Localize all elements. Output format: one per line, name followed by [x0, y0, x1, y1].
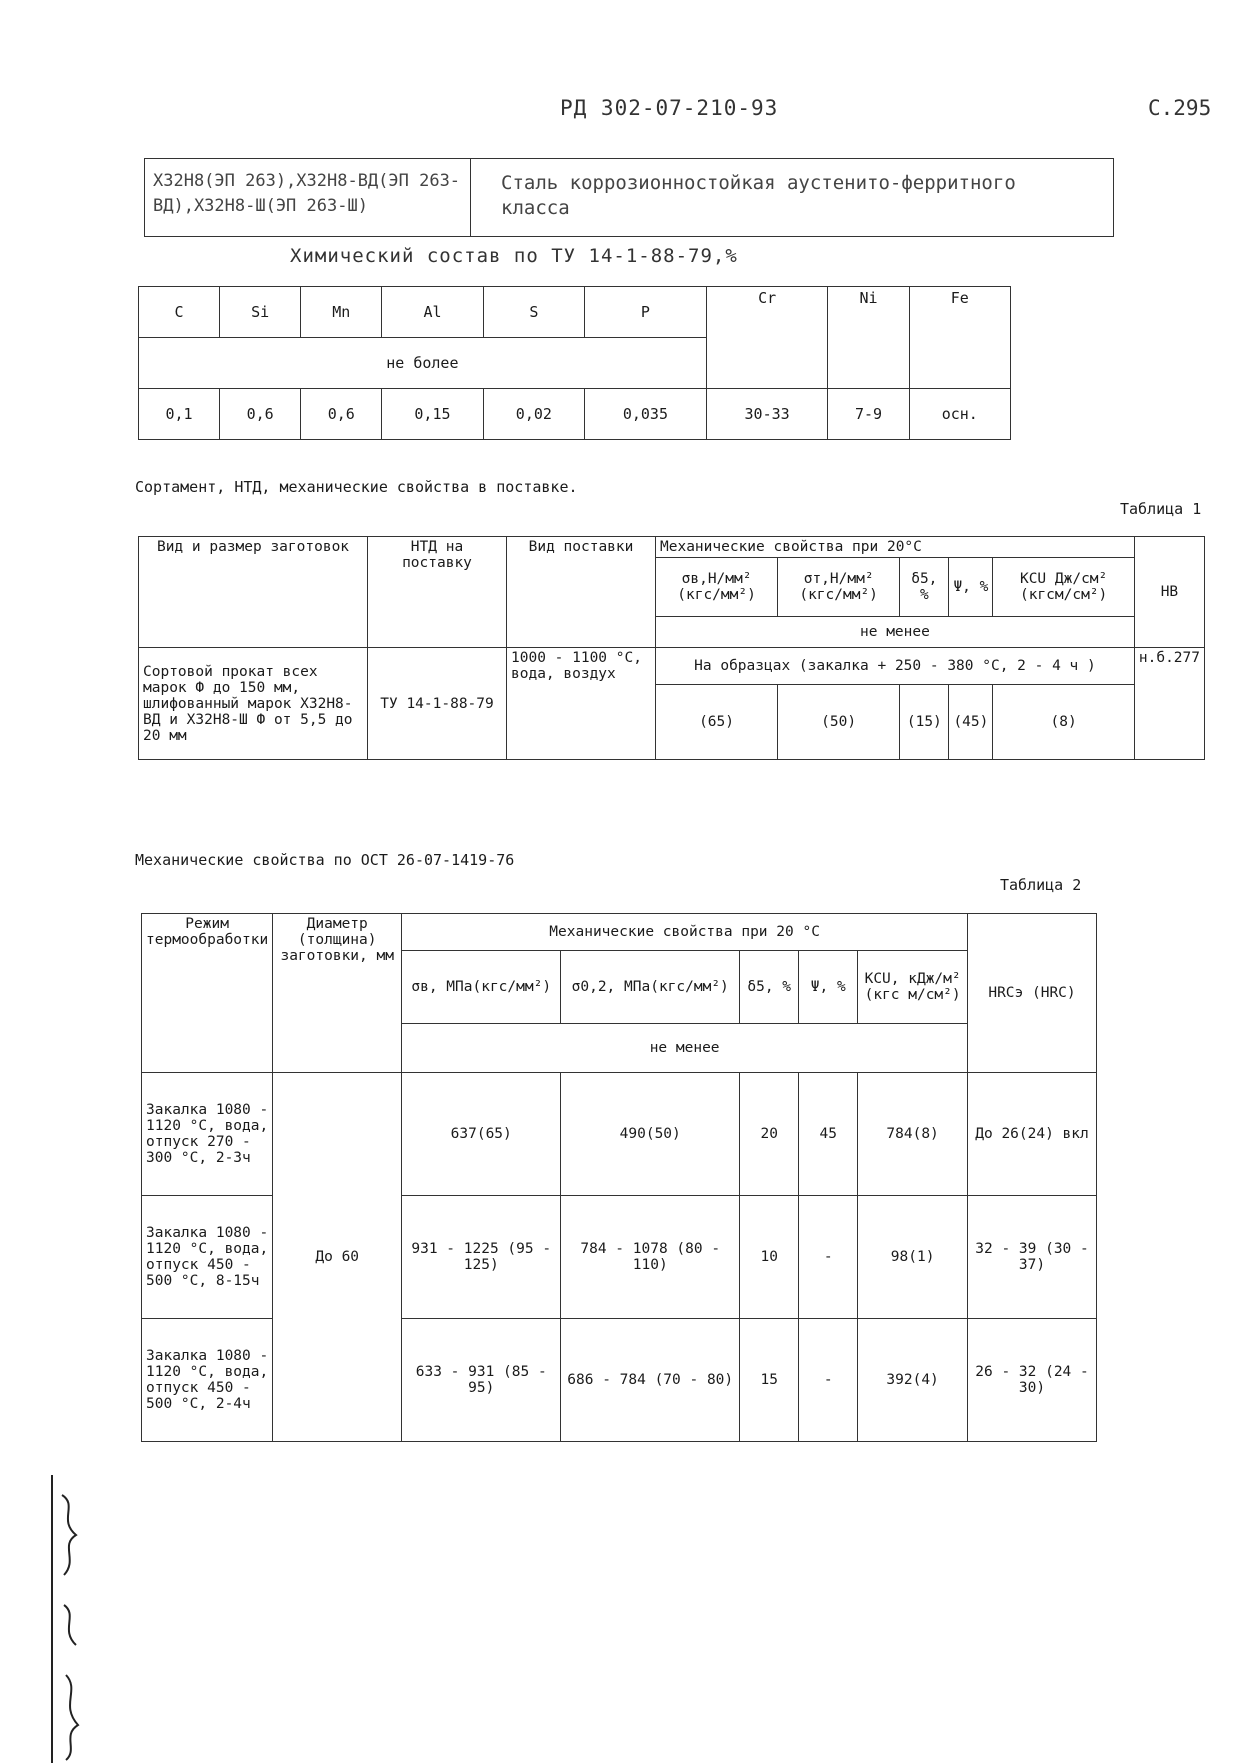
row-type: Сортовой прокат всех марок Ф до 150 мм, шлифованный марок Х32Н8-ВД и Х32Н8-Ш Ф от 5,5 до 20 мм — [139, 648, 368, 760]
element-value: 0,02 — [483, 389, 584, 440]
row-value: (45) — [949, 685, 993, 760]
row-hrc: 32 - 39 (30 - 37) — [968, 1196, 1097, 1319]
sub-header: Ψ, % — [799, 951, 858, 1024]
element-value: 0,6 — [301, 389, 382, 440]
page-number: С.295 — [1148, 96, 1212, 120]
header-hb: НВ — [1134, 537, 1204, 648]
row-value: 633 - 931 (85 - 95) — [402, 1319, 561, 1442]
element-header: P — [585, 287, 707, 338]
sub-header: KCU, кДж/м² (кгс м/см²) — [858, 951, 968, 1024]
header-ntd: НТД на поставку — [368, 537, 507, 648]
row-value: 392(4) — [858, 1319, 968, 1442]
row-value: (15) — [900, 685, 949, 760]
sub-header: σт,Н/мм² (кгс/мм²) — [778, 558, 900, 617]
document-code: РД 302-07-210-93 — [560, 96, 779, 120]
element-value: 30-33 — [706, 389, 828, 440]
table-row — [142, 914, 1097, 951]
header-supply: Вид поставки — [507, 537, 656, 648]
element-value: 7-9 — [828, 389, 909, 440]
not-more-label: не более — [139, 338, 707, 389]
chem-title: Химический состав по ТУ 14-1-88-79,% — [290, 245, 738, 267]
row-value: 15 — [740, 1319, 799, 1442]
not-less-label: не менее — [402, 1024, 968, 1073]
sub-header: Ψ, % — [949, 558, 993, 617]
header-hrc: HRCэ (HRC) — [968, 914, 1097, 1073]
row-value: 784(8) — [858, 1073, 968, 1196]
element-value: 0,15 — [382, 389, 483, 440]
element-value: 0,6 — [220, 389, 301, 440]
header-mech: Механические свойства при 20 °С — [402, 914, 968, 951]
row-value: (65) — [656, 685, 778, 760]
table-row — [142, 1073, 1097, 1196]
sub-header: KCU Дж/см² (кгсм/см²) — [993, 558, 1135, 617]
table1-caption: Сортамент, НТД, механические свойства в поставке. — [135, 478, 578, 496]
row-mode: Закалка 1080 - 1120 °С, вода, отпуск 450 - 500 °С, 8-15ч — [142, 1196, 273, 1319]
sub-header: δ5, % — [900, 558, 949, 617]
header-diameter: Диаметр (толщина) заготовки, мм — [273, 914, 402, 1073]
row-value: - — [799, 1196, 858, 1319]
row-hb: н.б.277 — [1134, 648, 1204, 760]
header-mode: Режим термообработки — [142, 914, 273, 1073]
chemical-composition-table — [138, 286, 1011, 440]
row-value: 931 - 1225 (95 - 125) — [402, 1196, 561, 1319]
table2-caption: Механические свойства по ОСТ 26-07-1419-76 — [135, 851, 515, 869]
row-ntd: ТУ 14-1-88-79 — [368, 648, 507, 760]
row-value: 490(50) — [561, 1073, 740, 1196]
element-header: Ni — [828, 287, 909, 389]
element-value: 0,1 — [139, 389, 220, 440]
row-value: 98(1) — [858, 1196, 968, 1319]
element-header: C — [139, 287, 220, 338]
table-row — [139, 287, 1011, 338]
row-note: На образцах (закалка + 250 - 380 °С, 2 - 4 ч ) — [656, 648, 1135, 685]
element-header: S — [483, 287, 584, 338]
table-row — [139, 389, 1011, 440]
table1-label: Таблица 1 — [1120, 500, 1202, 518]
table-2 — [141, 913, 1097, 1442]
sub-header: σ0,2, МПа(кгс/мм²) — [561, 951, 740, 1024]
row-value: 10 — [740, 1196, 799, 1319]
row-mode: Закалка 1080 - 1120 °С, вода, отпуск 270 - 300 °С, 2-3ч — [142, 1073, 273, 1196]
row-value: - — [799, 1319, 858, 1442]
element-header: Fe — [909, 287, 1010, 389]
sub-header: σв, МПа(кгс/мм²) — [402, 951, 561, 1024]
row-value: 20 — [740, 1073, 799, 1196]
diameter-value: До 60 — [273, 1073, 402, 1442]
element-header: Cr — [706, 287, 828, 389]
row-value: 686 - 784 (70 - 80) — [561, 1319, 740, 1442]
row-value: 637(65) — [402, 1073, 561, 1196]
sub-header: σв,Н/мм² (кгс/мм²) — [656, 558, 778, 617]
table2-label: Таблица 2 — [1000, 876, 1082, 894]
element-value: осн. — [909, 389, 1010, 440]
not-less-label: не менее — [656, 617, 1135, 648]
row-value: 45 — [799, 1073, 858, 1196]
table-row — [139, 648, 1205, 685]
table-1 — [138, 536, 1205, 760]
row-value: (50) — [778, 685, 900, 760]
element-header: Si — [220, 287, 301, 338]
steel-description: Сталь коррозионностойкая аустенито-ферритного класса — [501, 172, 1016, 219]
steel-header-box — [144, 158, 1114, 237]
row-mode: Закалка 1080 - 1120 °С, вода, отпуск 450 - 500 °С, 2-4ч — [142, 1319, 273, 1442]
row-value: (8) — [993, 685, 1135, 760]
sub-header: δ5, % — [740, 951, 799, 1024]
element-header: Al — [382, 287, 483, 338]
handwritten-signature — [48, 1475, 88, 1763]
row-supply: 1000 - 1100 °С, вода, воздух — [507, 648, 656, 760]
header-type: Вид и размер заготовок — [139, 537, 368, 648]
element-value: 0,035 — [585, 389, 707, 440]
steel-grades: Х32Н8(ЭП 263),Х32Н8-ВД(ЭП 263-ВД),Х32Н8-Ш(ЭП 263-Ш) — [145, 159, 471, 236]
row-hrc: 26 - 32 (24 - 30) — [968, 1319, 1097, 1442]
row-value: 784 - 1078 (80 - 110) — [561, 1196, 740, 1319]
element-header: Mn — [301, 287, 382, 338]
header-mech: Механические свойства при 20°С — [656, 537, 1135, 558]
row-hrc: До 26(24) вкл — [968, 1073, 1097, 1196]
table-row — [139, 537, 1205, 558]
